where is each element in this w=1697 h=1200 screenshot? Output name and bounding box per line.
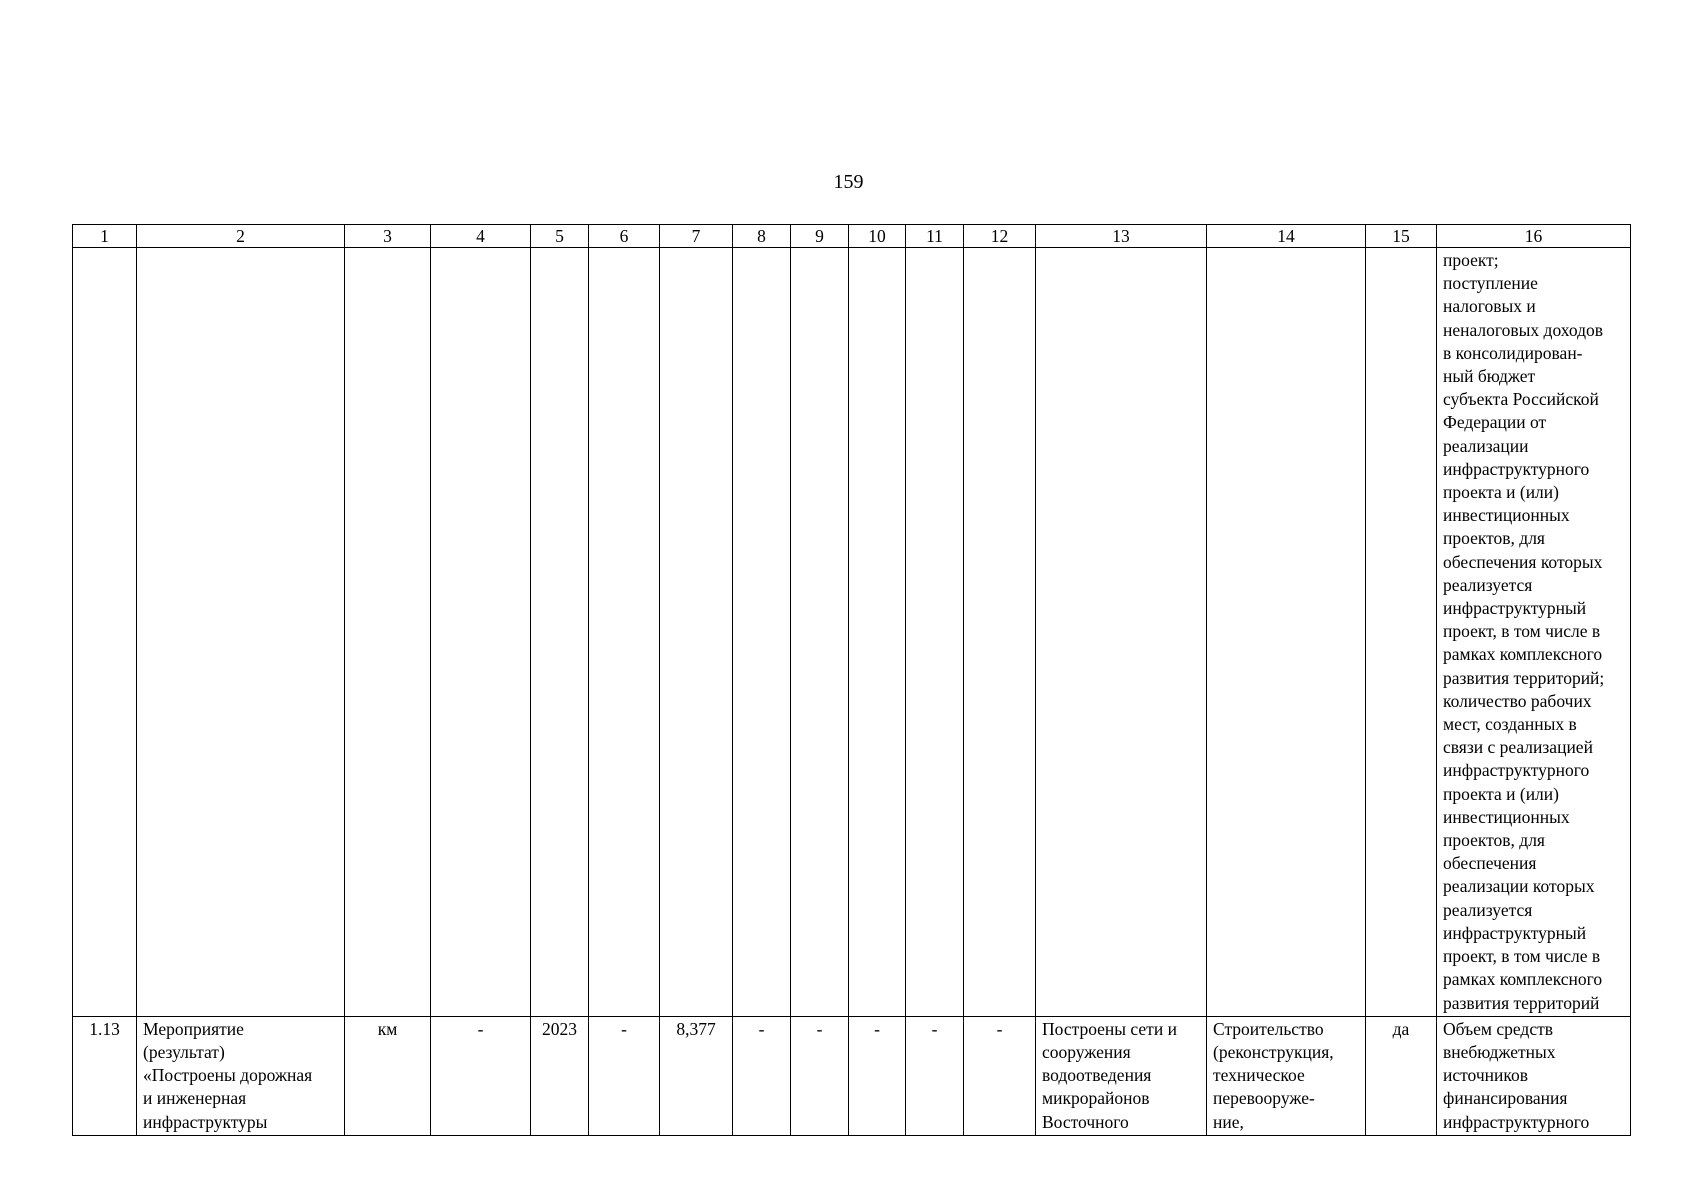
value-cell: - [964,1016,1036,1135]
header-cell: 14 [1207,225,1366,248]
empty-cell [345,248,431,1017]
header-cell: 4 [431,225,531,248]
empty-cell [1366,248,1437,1017]
header-cell: 2 [137,225,345,248]
value-cell: - [849,1016,906,1135]
header-row [73,225,1631,248]
indicator-text-cell: Объем средств внебюджетных источников финансирования инфраструктурного [1437,1016,1631,1135]
header-cell: 3 [345,225,431,248]
row-number-cell: 1.13 [73,1016,137,1135]
empty-cell [431,248,531,1017]
empty-cell [660,248,733,1017]
header-cell: 7 [660,225,733,248]
empty-cell [589,248,660,1017]
unit-cell: км [345,1016,431,1135]
value-cell: - [733,1016,791,1135]
table-row-1-13 [73,1016,1631,1135]
result-description-cell: Построены сети и сооружения водоотведения микрорайонов Восточного [1036,1016,1207,1135]
empty-cell [1036,248,1207,1017]
header-cell: 15 [1366,225,1437,248]
empty-cell [906,248,964,1017]
header-cell: 9 [791,225,849,248]
flag-cell: да [1366,1016,1437,1135]
value-cell: - [791,1016,849,1135]
header-cell: 8 [733,225,791,248]
empty-cell [73,248,137,1017]
value-cell: - [906,1016,964,1135]
empty-cell [531,248,589,1017]
header-cell: 6 [589,225,660,248]
year-cell: 2023 [531,1016,589,1135]
data-table [72,224,1631,1136]
value-cell: 8,377 [660,1016,733,1135]
empty-cell [137,248,345,1017]
empty-cell [849,248,906,1017]
empty-cell [733,248,791,1017]
header-cell: 13 [1036,225,1207,248]
indicator-text-cell: проект; поступление налоговых и неналоговых доходов в консолидирован- ный бюджет субъекта Российской Федерации от реализации инфраструктурного проекта и (или) инвестиционных проектов, для обеспечения которых реализуется инфраструктурный проект, в том числе в рамках комплексного развития территорий; количество рабочих мест, созданных в связи с реализацией инфраструктурного проекта и (или) инвестиционных проектов, для обеспечения реализации которых реализуется инфраструктурный проект, в том числе в рамках комплексного развития территорий [1437,248,1631,1017]
empty-cell [964,248,1036,1017]
value-cell: - [431,1016,531,1135]
header-cell: 12 [964,225,1036,248]
header-cell: 10 [849,225,906,248]
value-cell: - [589,1016,660,1135]
header-cell: 16 [1437,225,1631,248]
header-cell: 11 [906,225,964,248]
table-row-continuation [73,248,1631,1017]
empty-cell [1207,248,1366,1017]
header-cell: 1 [73,225,137,248]
header-cell: 5 [531,225,589,248]
empty-cell [791,248,849,1017]
page-number: 159 [833,171,864,193]
event-name-cell: Мероприятие (результат) «Построены дорожная и инженерная инфраструктуры [137,1016,345,1135]
work-type-cell: Строительство (реконструкция, техническое перевооруже- ние, [1207,1016,1366,1135]
